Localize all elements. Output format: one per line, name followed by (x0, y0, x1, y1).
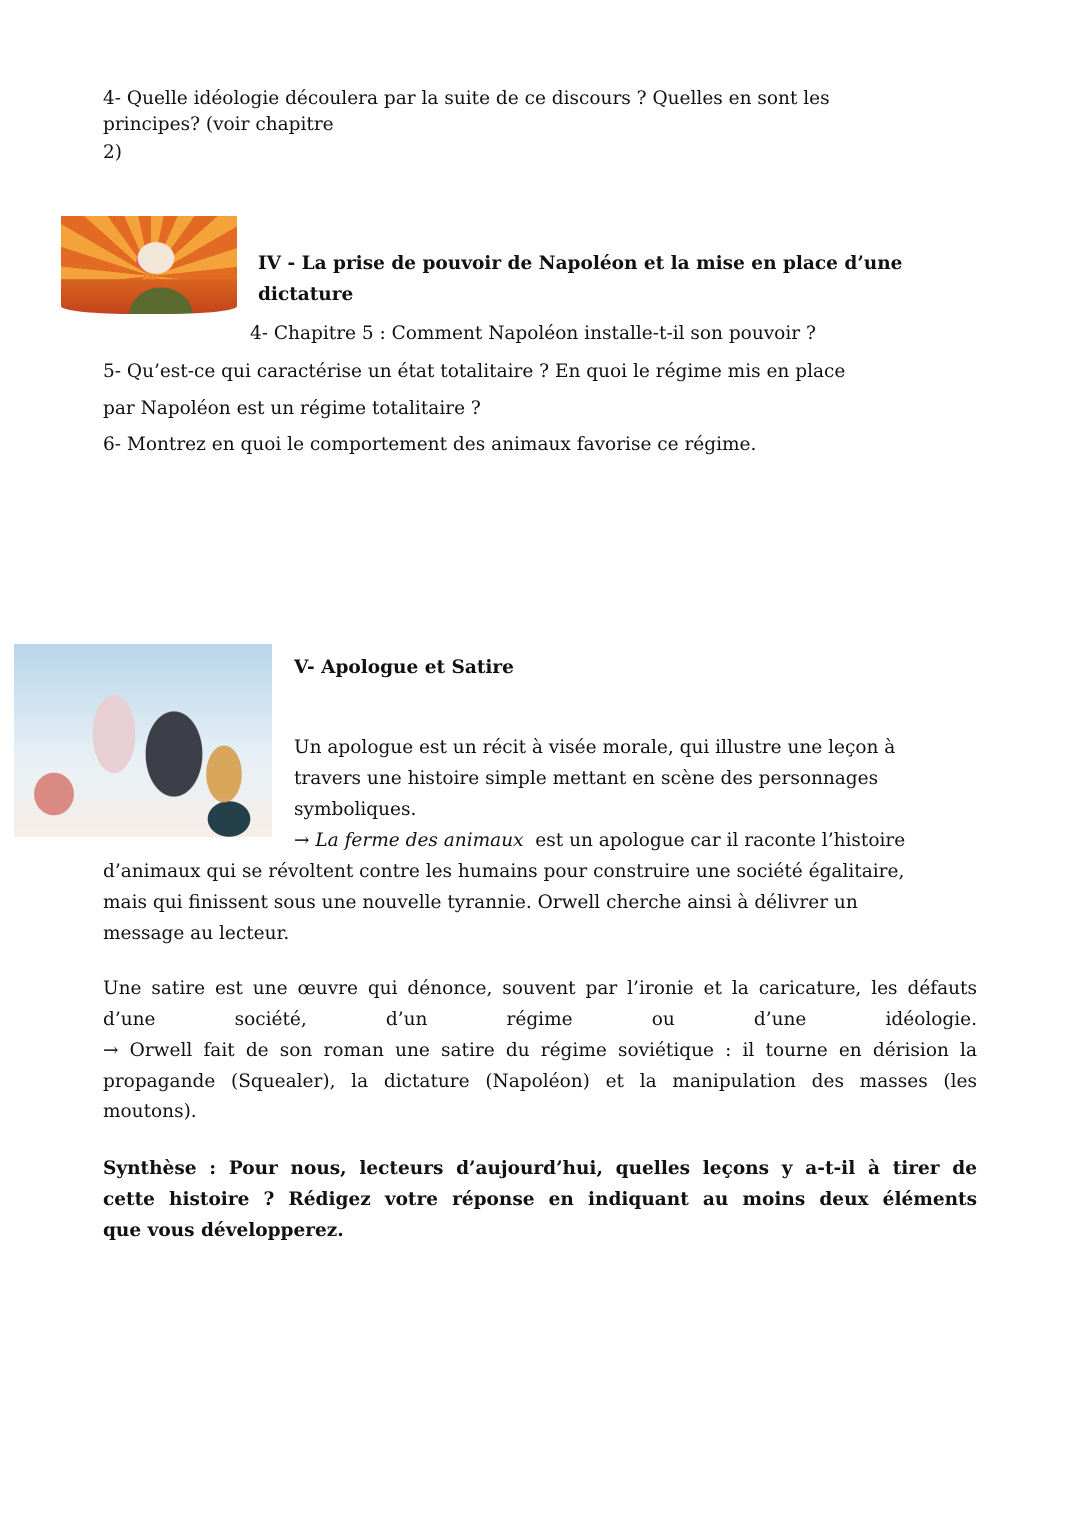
apologue-line: travers une histoire simple mettant en scène des personnages (294, 768, 879, 789)
satire-line: moutons). (103, 1101, 197, 1122)
section-5-title: V- Apologue et Satire (294, 657, 514, 678)
synthese-line: cette histoire ? Rédigez votre réponse en indiquant au moins deux éléments (103, 1189, 977, 1210)
section-4-question-5: 5- Qu’est-ce qui caractérise un état totalitaire ? En quoi le régime mis en place (103, 361, 846, 382)
satire-line: → Orwell fait de son roman une satire du régime soviétique : il tourne en dérision la (103, 1040, 977, 1061)
section-4-title-cont: dictature (258, 284, 354, 305)
section-4-title: IV - La prise de pouvoir de Napoléon et la mise en place d’une (258, 253, 903, 274)
synthese-line: que vous développerez. (103, 1220, 344, 1241)
section-4-question-5-cont: par Napoléon est un régime totalitaire ? (103, 398, 481, 419)
question-4-overlap: principes? (voir chapitre (103, 114, 334, 135)
question-4-line2: 2) (103, 142, 122, 163)
animals-revolt-illustration (14, 644, 272, 837)
section-4-question-4: 4- Chapitre 5 : Comment Napoléon installe-t-il son pouvoir ? (250, 323, 816, 344)
satire-line: d’une société, d’un régime ou d’une idéologie. (103, 1009, 977, 1030)
satire-line: propagande (Squealer), la dictature (Napoléon) et la manipulation des masses (les (103, 1071, 977, 1092)
apologue-line: symboliques. (294, 799, 417, 820)
question-4-line1: 4- Quelle idéologie découlera par la suite de ce discours ? Quelles en sont les (103, 88, 830, 109)
napoleon-pig-illustration (61, 216, 237, 314)
arrow: → (294, 830, 316, 851)
apologue-line: message au lecteur. (103, 923, 290, 944)
satire-line: Une satire est une œuvre qui dénonce, souvent par l’ironie et la caricature, les défauts (103, 978, 977, 999)
book-title: La ferme des animaux (315, 830, 524, 851)
apologue-line: mais qui finissent sous une nouvelle tyrannie. Orwell cherche ainsi à délivrer un (103, 892, 858, 913)
synthese-line: Synthèse : Pour nous, lecteurs d’aujourd’hui, quelles leçons y a-t-il à tirer de (103, 1158, 977, 1179)
section-4-question-6: 6- Montrez en quoi le comportement des animaux favorise ce régime. (103, 434, 757, 455)
apologue-line: d’animaux qui se révoltent contre les humains pour construire une société égalitaire, (103, 861, 905, 882)
apologue-example-text: est un apologue car il raconte l’histoire (523, 830, 906, 851)
apologue-line: Un apologue est un récit à visée morale, qui illustre une leçon à (294, 737, 896, 758)
apologue-example-line (294, 830, 905, 852)
